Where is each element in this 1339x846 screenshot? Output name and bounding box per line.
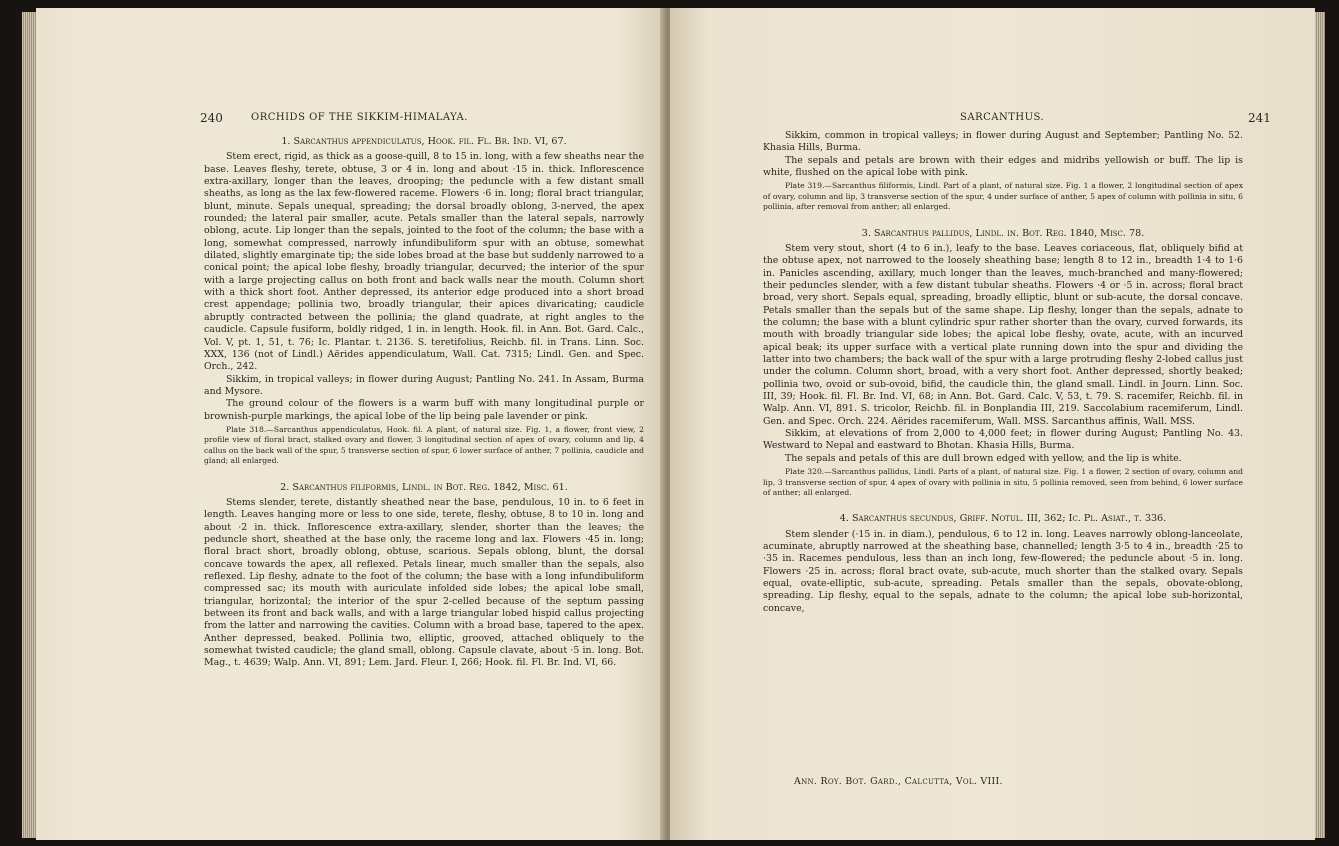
colour-note: The sepals and petals are brown with their edges and midribs yellowish or buff. The lip is white, flushed on the apical lobe with pink. [763, 154, 1243, 179]
species-heading: 2. Sarcanthus filiformis, Lindl. in Bot. Reg. 1842, Misc. 61. [280, 481, 568, 493]
page-number-right: 241 [1248, 111, 1271, 125]
colour-note: The ground colour of the flowers is a warm buff with many longitudinal purple or brownish-purple markings, the apical lobe of the lip being pale lavender or pink. [204, 398, 644, 422]
running-head-left: ORCHIDS OF THE SIKKIM-HIMALAYA. [251, 112, 468, 123]
species-description: Stem erect, rigid, as thick as a goose-quill, 8 to 15 in. long, with a few sheaths near the base. Leaves fleshy, terete, obtuse, 3 or 4 in. long and about ·15 in. thick. Inflorescence extra-axillary, longer than the leaves, drooping; the peduncle with a few distant small sheaths, as long as the lax few-flowered raceme. Flowers ·6 in. long; floral bract triangular, blunt, minute. Sepals unequal, spreading; the dorsal broadly oblong, 3-nerved, the apex rounded; the lateral pair smaller, acute. Petals smaller than the lateral sepals, narrowly oblong, acute. Lip longer than the sepals, jointed to the foot of the column; the base with a long, somewhat compressed, narrowly infundibuliform spur with an obtuse, somewhat dilated, slightly emarginate tip; the side lobes broad at the base but suddenly narrowed to a conical point; the apical lobe fleshy, broadly triangular, decurved; the interior of the spur with a large projecting callus on both front and back walls near the mouth. Column short with a thick short foot. Anther depressed, its anterior edge produced into a short broad crest appendage; pollinia two, broadly triangular, their apices divaricating; caudicle abruptly contracted between the pollinia; the gland quadrate, at right angles to the caudicle. Capsule fusiform, boldly ridged, 1 in. in length. Hook. fil. in Ann. Bot. Gard. Calc., Vol. V, pt. 1, 51, t. 76; Ic. Plantar. t. 2136. S. teretifolius, Reichb. fil. in Trans. Linn. Soc. XXX, 136 (not of Lindl.) Aërides appendiculatum, Wall. Cat. 7315; Lindl. Gen. and Spec. Orch., 242. [204, 151, 644, 373]
species-description: Stems slender, terete, distantly sheathed near the base, pendulous, 10 in. to 6 feet in length. Leaves hanging more or less to one side, terete, fleshy, obtuse, 8 to 10 in. long and about ·2 in. thick. Inflorescence extra-axillary, slender, shorter than the leaves; the peduncle short, sheathed at the base only, the raceme long and lax. Flowers ·45 in. long; floral bract short, broadly oblong, obtuse, scarious. Sepals oblong, blunt, the dorsal concave towards the apex, all reflexed. Petals linear, much smaller than the sepals, also reflexed. Lip fleshy, adnate to the foot of the column; the base with a long infundibuliform compressed sac; its mouth with auriculate infolded side lobes; the apical lobe small, triangular, horizontal; the interior of the spur 2-celled because of the septum passing between its front and back walls, and with a large triangular lobed hispid callus projecting from the latter and narrowing the cavities. Column with a broad base, tapered to the apex. Anther depressed, beaked. Pollinia two, elliptic, grooved, attached obliquely to the somewhat twisted caudicle; the gland small, oblong. Capsule clavate, about ·5 in. long. Bot. Mag., t. 4639; Walp. Ann. VI, 891; Lem. Jard. Fleur. I, 266; Hook. fil. Fl. Br. Ind. VI, 66. [204, 496, 644, 669]
plate-caption: Plate 320.—Sarcanthus pallidus, Lindl. Parts of a plant, of natural size. Fig. 1 a flower, 2 section of ovary, column and lip, 3 transverse section of spur, 4 apex of ovary with pollinia in situ, 5 pollinia removed, seen from behind, 6 lower surface of anther; all enlarged. [763, 467, 1243, 497]
distribution: Sikkim, at elevations of from 2,000 to 4,000 feet; in flower during August; Pantling No. 43. Westward to Nepal and eastward to Bhotan. Khasia Hills, Burma. [763, 428, 1243, 452]
species-heading: 3. Sarcanthus pallidus, Lindl. in. Bot. Reg. 1840, Misc. 78. [861, 227, 1145, 239]
plate-caption: Plate 319.—Sarcanthus filiformis, Lindl. Part of a plant, of natural size. Fig. 1 a flower, 2 longitudinal section of apex of ovary, column and lip, 3 transverse section of the spur, 4 under surface of anther, 5 apex of column with pollinia in situ, 6 pollinia, after removal from anther; all enlarged. [763, 181, 1243, 212]
plate-caption: Plate 318.—Sarcanthus appendiculatus, Hook. fil. A plant, of natural size. Fig. 1, a flower, front view, 2 profile view of floral bract, stalked ovary and flower, 3 longitudinal section of apex of ovary, column and lip, 4 callus on the back wall of the spur, 5 transverse section of spur, 6 lower surface of anther, 7 pollinia, caudicle and gland; all enlarged. [204, 424, 644, 466]
species-description: Stem very stout, short (4 to 6 in.), leafy to the base. Leaves coriaceous, flat, obliquely bifid at the obtuse apex, not narrowed to the loosely sheathing base; length 8 to 12 in., breadth 1·4 to 1·6 in. Panicles ascending, axillary, much longer than the leaves, much-branched and many-flowered; their peduncles slender, with a few distant tubular sheaths. Flowers ·4 or ·5 in. across; floral bract broad, very short. Sepals equal, spreading, broadly elliptic, blunt or sub-acute, the dorsal concave. Petals smaller than the sepals but of the same shape. Lip fleshy, longer than the sepals, adnate to the column; the base with a blunt cylindric spur rather shorter than the ovary, curved forwards, its mouth with broadly triangular side lobes; the apical lobe fleshy, ovate, acute, with an incurved apical beak; its upper surface with a vertical plate running down into the spur and dividing the latter into two chambers; the back wall of the spur with a large protruding fleshy 2-lobed callus just under the column. Column short, broad, with a very short foot. Anther depressed, shortly beaked; pollinia two, ovoid or sub-ovoid, bifid, the caudicle thin, the gland small. Lindl. in Journ. Linn. Soc. III, 39; Hook. fil. Fl. Br. Ind. VI, 68; in Ann. Bot. Gard. Calc. V, 53, t. 79. S. racemifer, Reichb. fil. in Walp. Ann. VI, 891. S. tricolor, Reichb. fil. in Bonplandia III, 219. Saccolabium racemiferum, Lindl. Gen. and Spec. Orch. 224. Aërides racemiferum, Wall. MSS. Sarcanthus affinis, Wall. MSS. [763, 242, 1243, 427]
species-heading: 4. Sarcanthus secundus, Griff. Notul. III, 362; Ic. Pl. Asiat., t. 336. [839, 513, 1167, 525]
colour-note: The sepals and petals of this are dull brown edged with yellow, and the lip is white. [785, 452, 1182, 464]
left-page-text [204, 130, 644, 670]
right-page [670, 8, 1315, 840]
page-edges-right [1315, 12, 1325, 838]
distribution: Sikkim, in tropical valleys; in flower during August; Pantling No. 241. In Assam, Burma and Mysore. [204, 373, 644, 397]
page-number-left: 240 [200, 111, 223, 125]
right-page-text [763, 130, 1243, 615]
left-page [36, 8, 666, 840]
species-description: Stem slender (·15 in. in diam.), pendulous, 6 to 12 in. long. Leaves narrowly oblong-lanceolate, acuminate, abruptly narrowed at the sheathing base, channelled; length 3·5 to 4 in., breadth ·25 to ·35 in. Racemes pendulous, less than an inch long, few-flowered; the peduncle about ·5 in. long. Flowers ·25 in. across; floral bract ovate, sub-acute, much shorter than the stalked ovary. Sepals equal, ovate-elliptic, sub-acute, spreading. Petals smaller than the sepals, obovate-oblong, spreading. Lip fleshy, equal to the sepals, adnate to the column; the apical lobe sub-horizontal, concave, [763, 528, 1243, 614]
species-heading: 1. Sarcanthus appendiculatus, Hook. fil. Fl. Br. Ind. VI, 67. [281, 136, 567, 147]
page-footer: Ann. Roy. Bot. Gard., Calcutta, Vol. VIII. [794, 776, 1003, 787]
running-head-right: SARCANTHUS. [960, 112, 1045, 123]
page-edges-left [22, 12, 36, 838]
distribution: Sikkim, common in tropical valleys; in flower during August and September; Pantling No. 52. Khasia Hills, Burma. [763, 130, 1243, 154]
